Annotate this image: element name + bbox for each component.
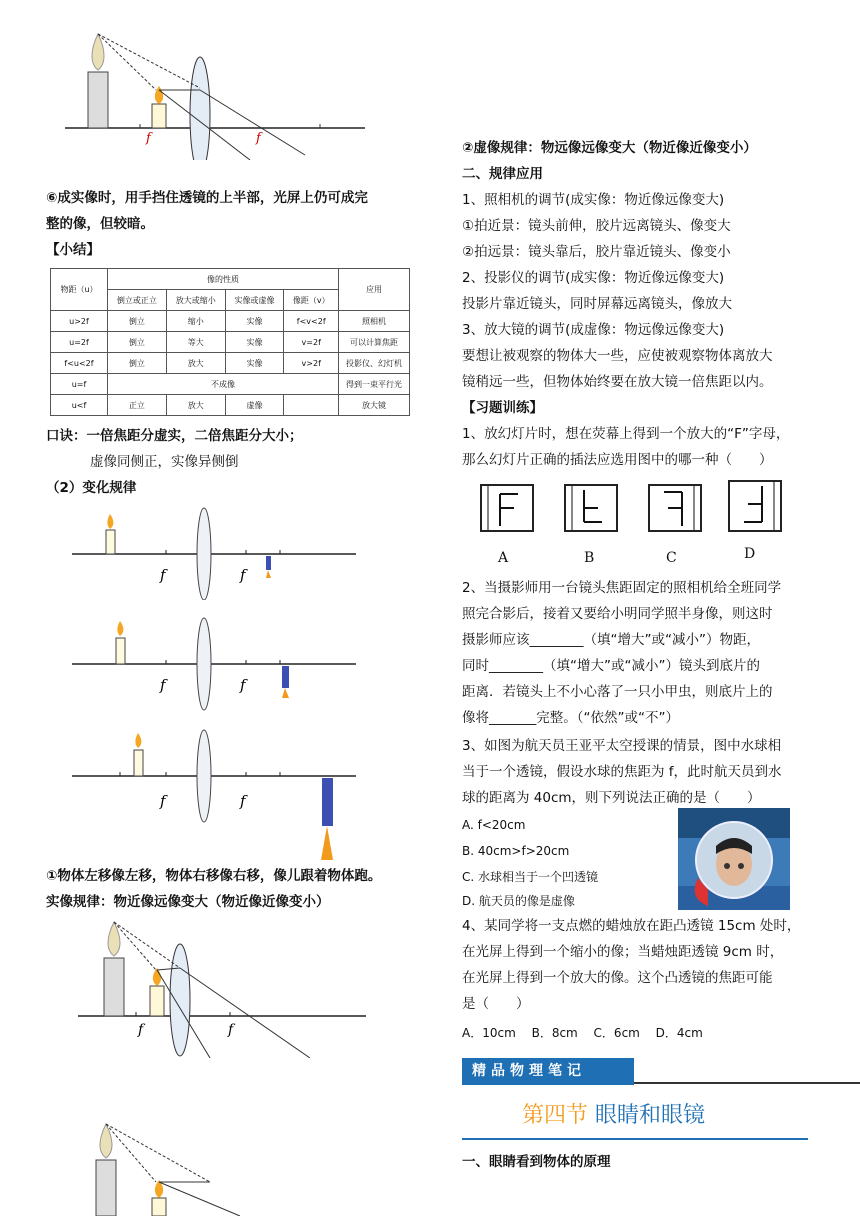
question-2-line: 像将_______完整。（“依然”或“不”） [462,710,679,726]
magnifier-detail-1: 要想让被观察的物体大一些，应使被观察物体离放大 [462,348,773,364]
mnemonic-line1: 口诀：一倍焦距分虚实，二倍焦距分大小； [46,428,303,444]
lens-ray-diagram-middle [70,918,370,1058]
table-row [51,332,410,353]
notes-banner: 精品物理笔记 [462,1058,634,1085]
summary-heading: 【小结】 [46,242,100,258]
image-change-diagram-1 [70,500,360,600]
note-6-line1: ⑥成实像时，用手挡住透镜的上半部，光屏上仍可成完 [46,190,368,206]
focal-label: f [240,792,246,810]
focal-label: f [228,1022,234,1038]
table-cell: 倒立 [108,332,167,353]
question-4-line: 是（ ） [462,996,530,1012]
table-cell: v>2f [284,353,339,374]
option-label: A [498,550,509,566]
table-cell: 得到一束平行光 [339,374,410,395]
table-cell: 等大 [166,332,225,353]
image-change-diagram-3 [70,722,360,868]
question-1-line2: 那么幻灯片正确的插法应选用图中的哪一种（ ） [462,452,773,468]
question-4-line: 4、某同学将一支点燃的蜡烛放在距凸透镜 15cm 处时， [462,918,801,934]
focal-label: f [146,131,151,146]
table-cell: 照相机 [339,311,410,332]
rule-2: 实像规律：物近像远像变大（物近像近像变小） [46,894,330,910]
table-row [51,353,410,374]
rule-1: ①物体左移像左移，物体右移像右移，像儿跟着物体跑。 [46,868,382,884]
question-3-line: 当于一个透镜，假设水球的焦距为 f，此时航天员到水 [462,764,782,780]
question-4-line: 在光屏上得到一个放大的像。这个凸透镜的焦距可能 [462,970,773,986]
question-3-option: C. 水球相当于一个凹透镜 [462,870,599,884]
table-cell: 实像 [225,311,284,332]
projector-detail: 投影片靠近镜头，同时屏幕远离镜头，像放大 [462,296,732,312]
divider [462,1138,808,1140]
table-cell: 倒立 [108,353,167,374]
section-title [522,1098,705,1129]
focal-label: f [160,676,166,694]
divider [634,1082,860,1084]
table-cell: v=2f [284,332,339,353]
table-row [51,395,410,416]
note-6-line2: 整的像，但较暗。 [46,216,154,232]
focal-label: f [138,1022,144,1038]
section-number: 第四节 [522,1103,589,1128]
application-heading: 二、规律应用 [462,166,543,182]
table-cell: 放大 [166,395,225,416]
question-1-line1: 1、放幻灯片时，想在荧幕上得到一个放大的“F”字母， [462,426,790,442]
question-2-line: 照完合影后，接着又要给小明同学照半身像，则这时 [462,606,773,622]
question-3-line: 3、如图为航天员王亚平太空授课的情景，图中水球相 [462,738,782,754]
question-3-option: A. f<20cm [462,818,526,832]
table-row [51,311,410,332]
option-b-slide [564,484,618,532]
table-cell: 缩小 [166,311,225,332]
question-2-line: 距离．若镜头上不小心落了一只小甲虫，则底片上的 [462,684,773,700]
table-header: 像距（v） [284,290,339,311]
exercise-heading: 【习题训练】 [462,400,543,416]
table-header: 放大或缩小 [166,290,225,311]
magnifier-adjustment: 3、放大镜的调节(成虚像：物远像远像变大) [462,322,725,338]
table-header: 物距（u） [51,269,108,311]
eye-principle-heading: 一、眼睛看到物体的原理 [462,1154,611,1170]
table-cell: 虚像 [225,395,284,416]
table-cell: 投影仪、幻灯机 [339,353,410,374]
lens-ray-diagram-bottom [80,1120,280,1216]
table-cell: 可以计算焦距 [339,332,410,353]
lens-ray-diagram-top [60,30,370,160]
image-change-diagram-2 [70,612,360,712]
summary-table [50,268,410,416]
focal-label: f [160,566,166,584]
slide-options-figure [480,484,780,574]
table-header: 实像或虚像 [225,290,284,311]
projector-adjustment: 2、投影仪的调节(成实像：物近像远像变大) [462,270,725,286]
option-label: D [744,546,756,562]
question-2-line: 同时________（填“增大”或“减小”）镜头到底片的 [462,658,760,674]
camera-near: ①拍近景：镜头前伸，胶片远离镜头、像变大 [462,218,731,234]
table-cell: u=f [51,374,108,395]
table-cell: u=2f [51,332,108,353]
option-label: C [666,550,677,566]
focal-label: f [256,131,261,146]
table-cell: u<f [51,395,108,416]
table-cell: f<u<2f [51,353,108,374]
option-d-slide [728,480,782,532]
table-cell: 不成像 [108,374,339,395]
table-cell: 实像 [225,353,284,374]
table-row [51,374,410,395]
astronaut-water-ball-photo [678,808,790,910]
table-header: 像的性质 [108,269,339,290]
camera-adjustment: 1、照相机的调节(成实像：物近像远像变大) [462,192,725,208]
question-3-option: B. 40cm>f>20cm [462,844,570,858]
table-cell: 倒立 [108,311,167,332]
focal-label: f [240,566,246,584]
mnemonic-line2: 虚像同侧正，实像异侧倒 [90,454,239,470]
focal-label: f [240,676,246,694]
option-a-slide [480,484,534,532]
table-cell: 实像 [225,332,284,353]
question-4-options: A．10cm B．8cm C．6cm D．4cm [462,1026,703,1040]
focal-label: f [160,792,166,810]
option-c-slide [648,484,702,532]
table-cell [284,395,339,416]
table-cell: u>2f [51,311,108,332]
table-cell: 放大 [166,353,225,374]
question-4-line: 在光屏上得到一个缩小的像；当蜡烛距透镜 9cm 时， [462,944,784,960]
question-3-option: D. 航天员的像是虚像 [462,894,575,908]
option-label: B [584,550,595,566]
question-3-line: 球的距离为 40cm，则下列说法正确的是（ ） [462,790,761,806]
table-header: 应用 [339,269,410,311]
virtual-image-rule: ②虚像规律：物远像远像变大（物近像近像变小） [462,140,757,156]
magnifier-detail-2: 镜稍远一些，但物体始终要在放大镜一倍焦距以内。 [462,374,773,390]
table-header: 倒立或正立 [108,290,167,311]
camera-far: ②拍远景：镜头靠后，胶片靠近镜头、像变小 [462,244,731,260]
question-2-line: 2、当摄影师用一台镜头焦距固定的照相机给全班同学 [462,580,782,596]
section-name: 眼睛和眼镜 [595,1103,706,1128]
question-2-line: 摄影师应该________（填“增大”或“减小”）物距， [462,632,760,648]
table-cell: 放大镜 [339,395,410,416]
change-heading: （2）变化规律 [46,480,137,496]
table-cell: f<v<2f [284,311,339,332]
table-cell: 正立 [108,395,167,416]
